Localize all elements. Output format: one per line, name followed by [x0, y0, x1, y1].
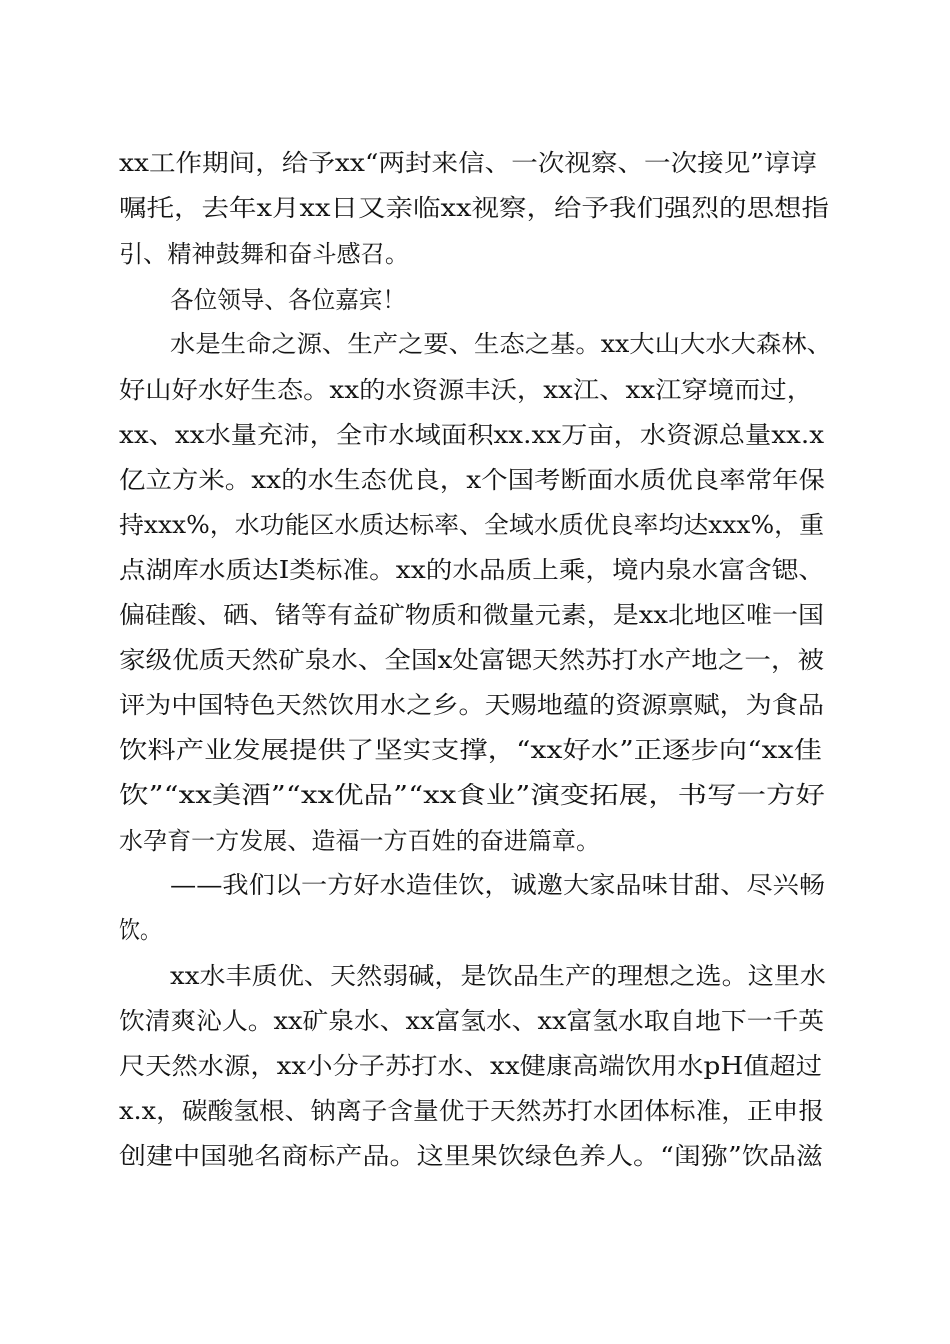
text-line-4: 各位领导、各位嘉宾！: [170, 286, 406, 314]
text-line-1: xx工作期间，给予xx“两封来信、一次视察、一次接见”谆谆: [119, 149, 817, 177]
text-line-23: 创建中国驰名商标产品。这里果饮绿色养人。“闺猕”饮品滋: [119, 1142, 823, 1170]
text-line-11: 偏硅酸、硒、锗等有益矿物质和微量元素，是xx北地区唯一国: [119, 601, 824, 629]
text-line-21: 尺天然水源，xx小分子苏打水、xx健康高端饮用水pH值超过: [119, 1052, 823, 1080]
text-line-13: 评为中国特色天然饮用水之乡。天赐地蕴的资源禀赋，为食品: [119, 691, 825, 719]
text-line-19: xx水丰质优、天然弱碱，是饮品生产的理想之选。这里水: [170, 962, 827, 990]
text-line-6: 好山好水好生态。xx的水资源丰沃，xx江、xx江穿境而过，: [119, 376, 814, 404]
text-line-14: 饮料产业发展提供了坚实支撑，“xx好水”正逐步向“xx佳: [119, 736, 822, 764]
text-line-3: 引、精神鼓舞和奋斗感召。: [119, 240, 409, 268]
text-line-2: 嘱托，去年x月xx日又亲临xx视察，给予我们强烈的思想指: [119, 194, 829, 222]
text-line-8: 亿立方米。xx的水生态优良，x个国考断面水质优良率常年保: [119, 466, 826, 494]
text-line-15: 饮”“xx美酒”“xx优品”“xx食业”演变拓展，书写一方好: [119, 781, 826, 809]
text-line-7: xx、xx水量充沛，全市水域面积xx.xx万亩，水资源总量xx.x: [119, 421, 825, 449]
text-line-17: ——我们以一方好水造佳饮，诚邀大家品味甘甜、尽兴畅: [170, 871, 826, 899]
text-line-10: 点湖库水质达Ⅰ类标准。xx的水品质上乘，境内泉水富含锶、: [119, 556, 826, 584]
text-line-18: 饮。: [119, 916, 161, 944]
text-line-22: x.x，碳酸氢根、钠离子含量优于天然苏打水团体标准，正申报: [119, 1097, 825, 1125]
text-line-5: 水是生命之源、生产之要、生态之基。xx大山大水大森林、: [170, 330, 833, 358]
text-line-12: 家级优质天然矿泉水、全国x处富锶天然苏打水产地之一，被: [119, 646, 824, 674]
text-line-9: 持xxx%，水功能区水质达标率、全域水质优良率均达xxx%，重: [119, 511, 825, 539]
text-line-20: 饮清爽沁人。xx矿泉水、xx富氢水、xx富氢水取自地下一千英: [119, 1007, 824, 1035]
text-line-16: 水孕育一方发展、造福一方百姓的奋进篇章。: [119, 827, 601, 855]
